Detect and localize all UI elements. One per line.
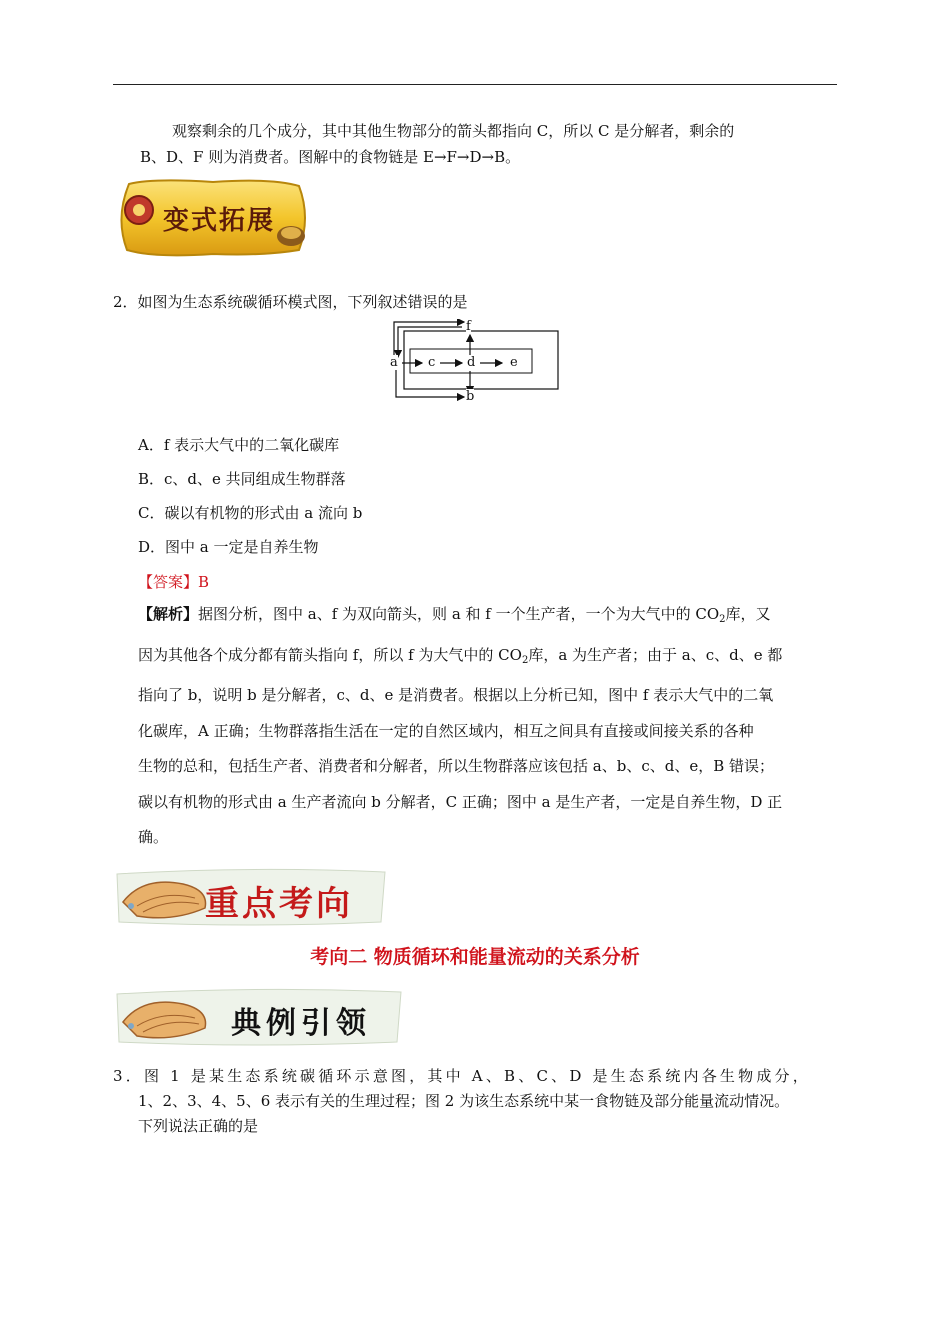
example-banner-title: 典例引领 (231, 1006, 371, 1041)
analysis-line-2: 因为其他各个成分都有箭头指向 f，所以 f 为大气中的 $CO_2$库，a 为生产者；由于 a、c、d、e 都 (138, 645, 783, 666)
intro-line-2: B、D、F 则为消费者。图解中的食物链是 E→F→D→B。 (140, 148, 521, 166)
focus-banner (113, 866, 389, 928)
q2-option-c: C．碳以有机物的形式由 a 流向 b (138, 504, 363, 522)
q2-stem (113, 289, 837, 315)
carbon-cycle-diagram (388, 319, 562, 405)
node-f: f (466, 319, 471, 334)
q2-analysis (138, 597, 838, 856)
variant-banner (113, 178, 313, 258)
q3-line-1: 3．图 1 是某生态系统碳循环示意图，其中 A、B、C、D 是生态系统内各生物成分， (113, 1067, 811, 1085)
analysis-line-6: 碳以有机物的形式由 a 生产者流向 b 分解者，C 正确；图中 a 是生产者，一定是自养生物，D 正 (138, 792, 783, 811)
node-e: e (510, 355, 518, 370)
q2-stem-text: 如图为生态系统碳循环模式图，下列叙述错误的是 (137, 293, 468, 311)
analysis-line-5: 生物的总和，包括生产者、消费者和分解者，所以生物群落应该包括 a、b、c、d、e，B 错误； (138, 757, 774, 775)
example-banner (113, 986, 405, 1048)
intro-paragraph (140, 118, 840, 170)
q2-option-a: A．f 表示大气中的二氧化碳库 (138, 436, 340, 454)
analysis-line-4: 化碳库，A 正确；生物群落指生活在一定的自然区域内，相互之间具有直接或间接关系的各种 (138, 721, 754, 740)
answer-label: 【答案】 (138, 573, 199, 591)
q2-option-b: B．c、d、e 共同组成生物群落 (138, 470, 346, 488)
q3-line-2: 1、2、3、4、5、6 表示有关的生理过程；图 2 为该生态系统中某一食物链及部分能量流动情况。 (138, 1092, 790, 1110)
focus-banner-title: 重点考向 (205, 884, 353, 924)
node-c: c (428, 355, 436, 370)
q2-number: 2． (113, 293, 138, 311)
variant-banner-title: 变式拓展 (163, 206, 276, 236)
q2-answer (138, 569, 209, 595)
header-rule (113, 84, 837, 85)
section-heading: 考向二 物质循环和能量流动的关系分析 (310, 946, 640, 968)
node-d: d (467, 355, 476, 370)
analysis-label: 【解析】 (138, 605, 199, 623)
q3-line-3: 下列说法正确的是 (138, 1117, 259, 1135)
analysis-line-1: 【解析】据图分析，图中 a、f 为双向箭头，则 a 和 f 一个生产者，一个为大气中的 $CO_2$库，又 (138, 605, 771, 625)
q3-number: 3． (113, 1067, 144, 1085)
analysis-line-3: 指向了 b，说明 b 是分解者，c、d、e 是消费者。根据以上分析已知，图中 f 表示大气中的二氧 (138, 686, 774, 704)
q2-option-d: D．图中 a 一定是自养生物 (138, 538, 319, 556)
node-a: a (390, 355, 398, 370)
node-b: b (466, 389, 475, 404)
analysis-line-7: 确。 (138, 828, 169, 846)
answer-value: B (198, 573, 210, 591)
q3-stem (113, 1064, 840, 1139)
intro-line-1: 观察剩余的几个成分，其中其他生物部分的箭头都指向 C，所以 C 是分解者，剩余的 (172, 122, 735, 140)
